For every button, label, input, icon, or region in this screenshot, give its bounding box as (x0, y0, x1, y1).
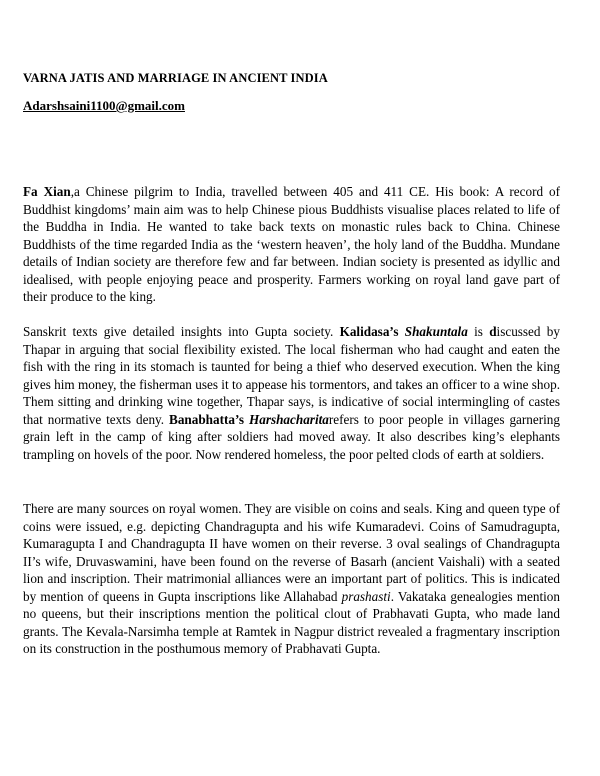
paragraph-text: ,a Chinese pilgrim to India, travelled between 405 and 411 CE. His book: A record of Buddhist kingdoms’ main aim was to help Chinese pious Buddhists visualise places related to life of the Buddha in India. He wanted to take back texts on monastic rules back to China. Chinese Buddhists of the time regarded India as the ‘western heaven’, the holy land of the Buddha. Mundane details of Indian society are therefore few and far between. Indian society is presented as idyllic and idealised, with people enjoying peace and prosperity. Farmers working on royal land gave part of their produce to the king. (23, 184, 561, 304)
paragraph-text: . Vakataka genealogies mention no queens, but their inscriptions mention the political clout of Prabhavati Gupta, who made land grants. The Kevala-Narsimha temple at Ramtek in Nagpur district revealed a fragmentary inscription on its construction in the posthumous memory of Prabhavati Gupta. (23, 588, 560, 656)
paragraph-text: There are many sources on royal women. They are visible on coins and seals. King and queen type of coins were issued, e.g. depicting Chandragupta and his wife Kumaradevi. Coins of Samudragupta, Kumaragupta I and Chandragupta II have women on their reverse. 3 oval sealings of Chandragupta II’s wife, Druvaswamini, have been found on the reverse of Basarh (ancient Vaishali) with a seated lion and inscription. Their matrimonial alliances were an important part of politics. This is indicated by mention of queens in Gupta inscriptions like Allahabad (23, 501, 560, 604)
paragraph-text: refers to poor people in villages garnering grain left in the camp of king after soldiers had moved away. It also describes king’s elephants trampling on hovels of the poor. Now rendered homeless, the poor pelted clods of earth at soldiers. (23, 411, 560, 462)
paragraph-fa-xian (23, 183, 560, 306)
paragraph-royal-women (23, 500, 560, 658)
bold-letter: d (489, 324, 497, 339)
work-title-harshacharita: Harshacharita (248, 411, 329, 427)
page-title: VARNA JATIS AND MARRIAGE IN ANCIENT INDIA (23, 71, 328, 85)
author-name-kalidasa: Kalidasa’s (339, 324, 405, 339)
author-email-link[interactable]: Adarshsaini1100@gmail.com (23, 98, 185, 113)
paragraph-text: is (467, 324, 490, 339)
lead-term-fa-xian: Fa Xian (23, 184, 71, 199)
work-title-shakuntala: Shakuntala (404, 324, 468, 339)
paragraph-gupta-society (23, 323, 560, 463)
paragraph-text: Sanskrit texts give detailed insights into Gupta society. (23, 324, 340, 339)
paragraph-text: iscussed by Thapar in arguing that social flexibility existed. The local fisherman who had caught and eaten the fish with the ring in its stomach is taunted for being a thief who deserved execution. When the king gives him money, the fisherman uses it to appease his tormentors, and takes an officer to a wine shop. Them sitting and drinking wine together, Thapar says, is indicative of social intermingling of castes that normative texts deny. (23, 324, 560, 427)
term-prashasti: prashasti (341, 588, 391, 604)
author-name-banabhatta: Banabhatta’s (169, 411, 249, 427)
